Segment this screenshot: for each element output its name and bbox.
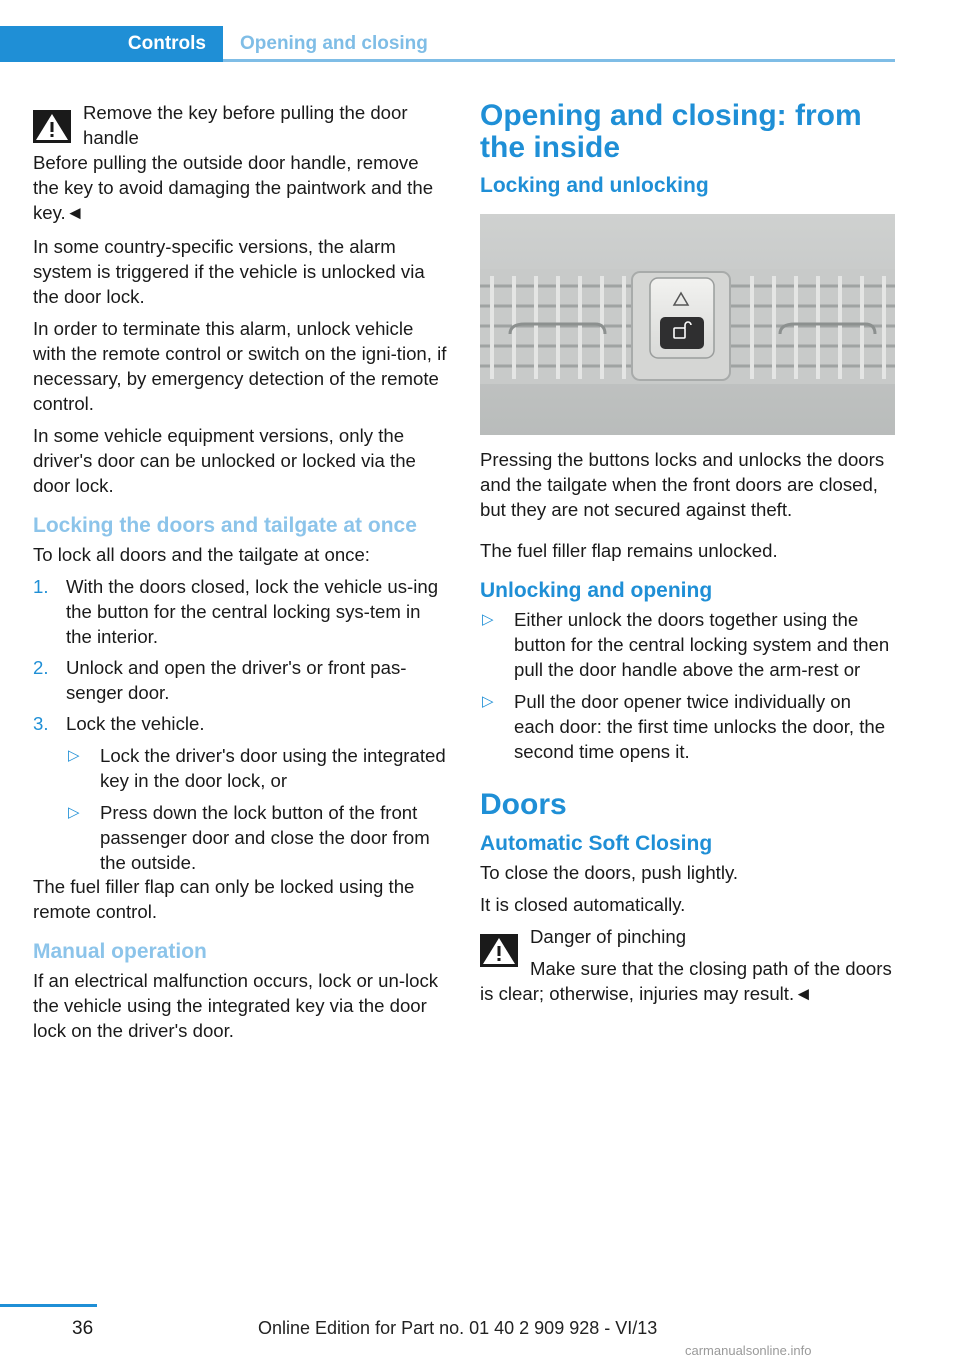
steps-list	[33, 574, 448, 875]
substep-text: Lock the driver's door using the integrated key in the door lock, or	[100, 745, 446, 791]
step-number: 3.	[33, 713, 49, 734]
warning-body: Make sure that the closing path of the doors is clear; otherwise, injuries may result.◄	[480, 958, 892, 1004]
warning-key-door-handle	[33, 100, 448, 150]
left-column	[33, 100, 448, 1050]
option-text: Either unlock the doors together using the button for the central locking system and then pull the door handle above the arm‐rest or	[514, 609, 890, 680]
heading-manual-operation: Manual operation	[33, 940, 207, 963]
step-item	[33, 711, 448, 875]
central-locking-button-photo	[480, 214, 895, 435]
heading-lock-at-once: Locking the doors and tailgate at once	[33, 514, 417, 537]
triangle-right-icon: ▷	[482, 611, 494, 628]
opening-options-list	[480, 607, 896, 764]
heading-opening-inside: Opening and closing: from the inside	[480, 99, 862, 164]
warning-body: Before pulling the outside door handle, remove the key to avoid damaging the paintwork and the key.◄	[33, 152, 434, 223]
paragraph: The fuel filler flap remains unlocked.	[480, 540, 778, 561]
warning-triangle-icon	[480, 934, 518, 967]
paragraph: To lock all doors and the tailgate at once:	[33, 544, 370, 565]
step-item	[33, 574, 448, 649]
heading-doors: Doors	[480, 788, 567, 821]
paragraph: To close the doors, push lightly.	[480, 862, 739, 883]
warning-pinching	[480, 924, 896, 949]
warning-triangle-icon	[33, 110, 71, 143]
header-rule	[223, 59, 895, 62]
substep-text: Press down the lock button of the front passenger door and close the door from the outside.	[100, 802, 430, 873]
paragraph: The fuel filler flap can only be locked using the remote control.	[33, 876, 415, 922]
step-item	[33, 655, 448, 705]
paragraph: In some vehicle equipment versions, only the driver's door can be unlocked or locked via the door lock.	[33, 425, 416, 496]
triangle-right-icon: ▷	[68, 804, 80, 821]
step-text: Lock the vehicle.	[66, 713, 205, 734]
substep-item	[66, 800, 448, 875]
step-number: 2.	[33, 657, 49, 678]
header-section-tab: Controls	[0, 26, 223, 62]
page-header	[0, 26, 895, 62]
heading-unlocking-opening: Unlocking and opening	[480, 579, 713, 602]
warning-title: Danger of pinching	[530, 926, 687, 947]
substeps-list	[66, 743, 448, 875]
option-text: Pull the door opener twice individually on each door: the first time unlocks the door, the second time opens it.	[514, 691, 886, 762]
warning-title: Remove the key before pulling the door handle	[83, 102, 408, 148]
heading-locking-unlocking: Locking and unlocking	[480, 174, 709, 197]
triangle-right-icon: ▷	[68, 747, 80, 764]
header-breadcrumb: Opening and closing	[240, 33, 428, 54]
option-item	[480, 607, 896, 682]
paragraph: In some country-specific versions, the alarm system is triggered if the vehicle is unlocked via the door lock.	[33, 236, 425, 307]
heading-soft-closing: Automatic Soft Closing	[480, 832, 713, 855]
paragraph: In order to terminate this alarm, unlock vehicle with the remote control or switch on the igni‐tion, if necessary, by emergency detection of the remote control.	[33, 318, 447, 414]
paragraph: Pressing the buttons locks and unlocks the doors and the tailgate when the front doors are closed, but they are not secured against theft.	[480, 449, 885, 520]
step-text: Unlock and open the driver's or front pas‐senger door.	[66, 657, 407, 703]
substep-item	[66, 743, 448, 793]
option-item	[480, 689, 896, 764]
paragraph: If an electrical malfunction occurs, lock or un‐lock the vehicle using the integrated key via the door lock on the driver's door.	[33, 970, 439, 1041]
footer-rule	[0, 1304, 97, 1307]
page-number: 36	[72, 1318, 94, 1339]
edition-note: Online Edition for Part no. 01 40 2 909 928 - VI/13	[258, 1318, 658, 1338]
right-column	[480, 100, 896, 1013]
step-text: With the doors closed, lock the vehicle us‐ing the button for the central locking sys‐tem in the interior.	[66, 576, 439, 647]
watermark: carmanualsonline.info	[685, 1343, 812, 1358]
step-number: 1.	[33, 576, 49, 597]
triangle-right-icon: ▷	[482, 693, 494, 710]
paragraph: It is closed automatically.	[480, 894, 686, 915]
